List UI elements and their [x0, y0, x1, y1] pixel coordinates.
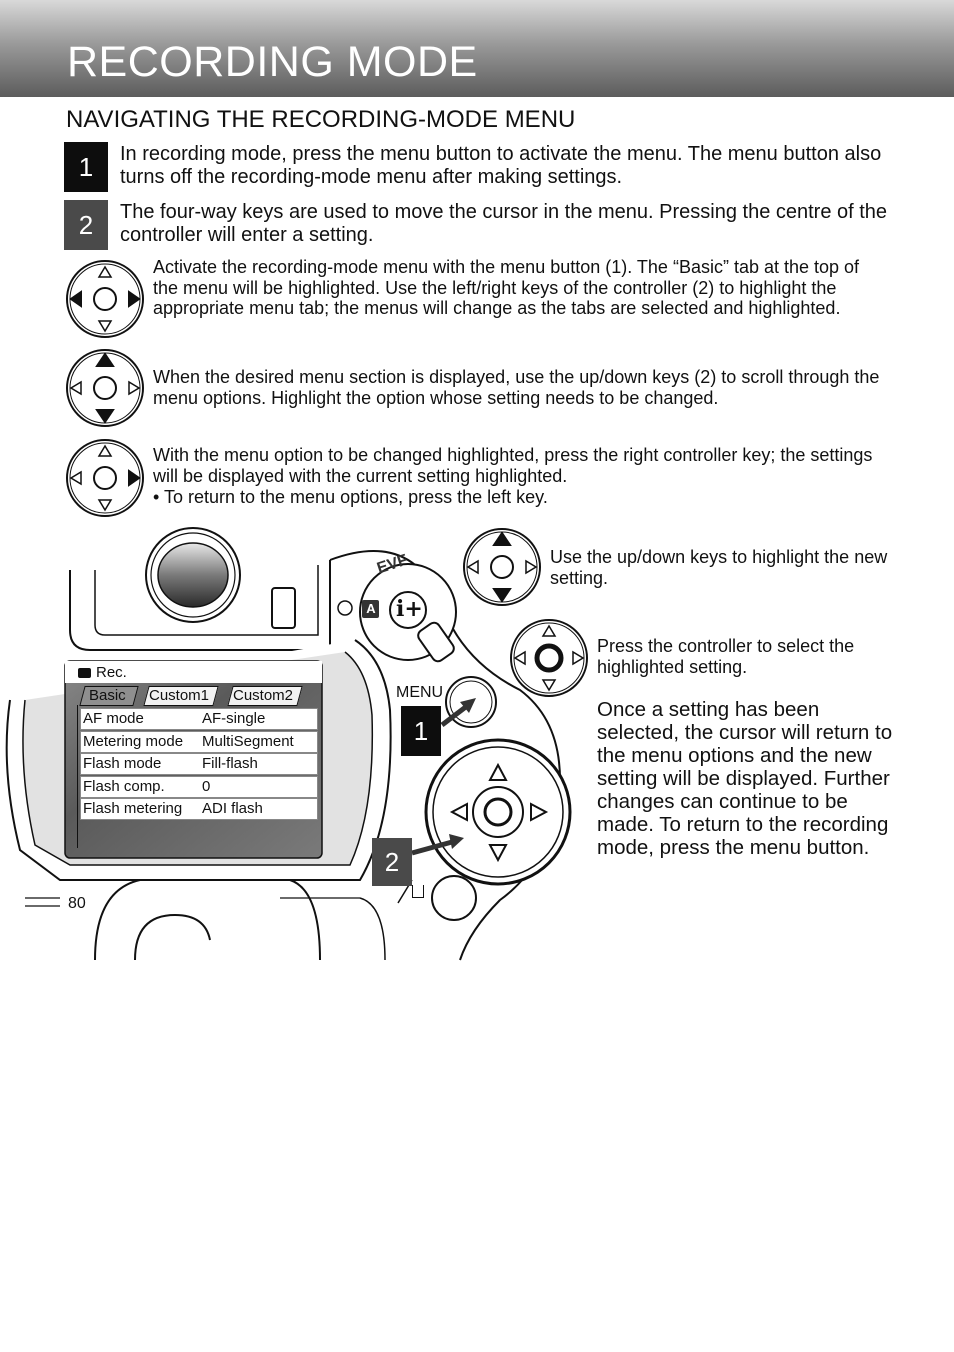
lcd-row[interactable]	[80, 708, 318, 730]
step-2-badge: 2	[64, 200, 108, 250]
controller-left-right-icon	[66, 260, 144, 338]
closing-paragraph: Once a setting has been selected, the cursor will return to the menu options and the new setting will be displayed. Further changes can continue to be made. To return to the recording mode, press the menu button.	[597, 698, 893, 859]
lcd-header-label: Rec.	[96, 664, 127, 681]
dial-evf-label: EVF	[374, 551, 410, 578]
section-title: NAVIGATING THE RECORDING-MODE MENU	[66, 106, 576, 133]
lcd-row[interactable]	[80, 776, 318, 798]
header-bar	[0, 0, 954, 97]
trash-icon	[412, 885, 424, 898]
step-1-badge: 1	[64, 142, 108, 192]
instruction-1-text: Activate the recording-mode menu with the menu button (1). The “Basic” tab at the top of the menu will be highlighted. Use the left/right keys of the controller (2) to highlight the appropriate menu tab; the menus will change as the tabs are selected and highlighted.	[153, 257, 860, 318]
dial-auto-label: A	[366, 601, 376, 616]
controller-right-key-icon	[66, 439, 144, 517]
instruction-2-text: When the desired menu section is displayed, use the up/down keys (2) to scroll through the menu options. Highlight the option whose setting needs to be changed.	[153, 367, 880, 408]
camera-icon	[78, 668, 91, 678]
lcd-row[interactable]	[80, 731, 318, 753]
lcd-row-option: Flash mode	[83, 755, 162, 772]
lcd-row[interactable]	[80, 798, 318, 820]
four-way-controller[interactable]	[428, 742, 568, 882]
lcd-row-value: AF-single	[202, 710, 266, 727]
lcd-header	[78, 664, 127, 681]
callout-2-badge: 2	[372, 838, 412, 886]
lcd-row-value: MultiSegment	[202, 733, 294, 750]
lcd-menu-rule	[77, 705, 78, 848]
page-number: 80	[68, 895, 86, 912]
lcd-row-option: Flash comp.	[83, 778, 165, 795]
step-1-text: In recording mode, press the menu button to activate the menu. The menu button also turns off the recording-mode menu after making settings.	[120, 143, 882, 188]
step-2-text: The four-way keys are used to move the cursor in the menu. Pressing the centre of the controller will enter a setting.	[120, 201, 888, 246]
callout-1-badge: 1	[401, 706, 441, 756]
side-note-1-text: Use the up/down keys to highlight the new setting.	[550, 547, 888, 588]
lcd-row-value: 0	[202, 778, 211, 795]
side-note-2-text: Press the controller to select the highlighted setting.	[597, 636, 855, 677]
lcd-row[interactable]	[80, 753, 318, 775]
menu-button-label: MENU	[396, 684, 444, 701]
instruction-3-text: With the menu option to be changed highlighted, press the right controller key; the settings will be displayed with the current setting highlighted.	[153, 445, 873, 486]
menu-button[interactable]	[446, 677, 496, 727]
lcd-tab-basic[interactable]: Basic	[89, 687, 126, 704]
lcd-row-value: Fill-flash	[202, 755, 258, 772]
lcd-row-option: AF mode	[83, 710, 144, 727]
controller-up-down-icon	[66, 349, 144, 427]
instruction-3-bullet: • To return to the menu options, press the left key.	[153, 487, 548, 507]
lcd-tab-custom1[interactable]: Custom1	[149, 687, 210, 704]
lcd-tab-custom2[interactable]: Custom2	[233, 687, 294, 704]
lcd-row-value: ADI flash	[202, 800, 263, 817]
page-title: RECORDING MODE	[67, 38, 478, 86]
dial-info-label: i+	[396, 596, 423, 622]
lcd-row-option: Flash metering	[83, 800, 183, 817]
lcd-row-option: Metering mode	[83, 733, 184, 750]
